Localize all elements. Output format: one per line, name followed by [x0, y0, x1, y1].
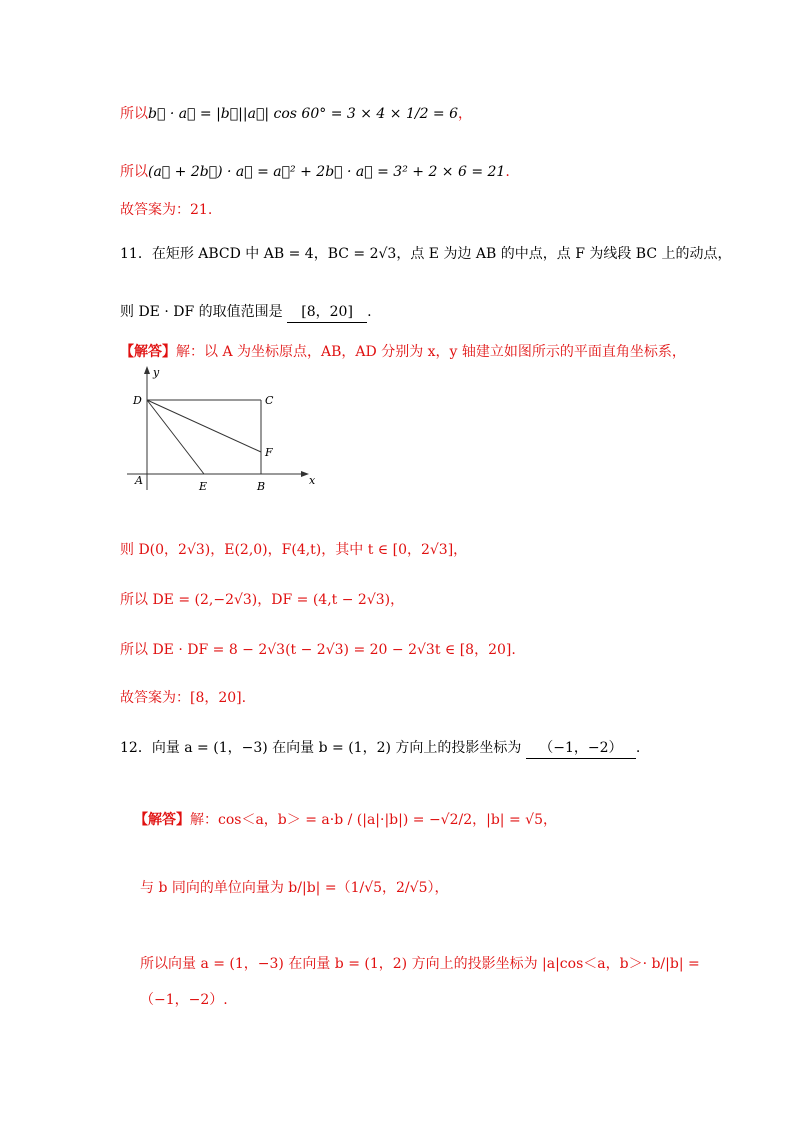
line-a2b-product — [120, 162, 510, 182]
q11-step2: 所以 DE = (2,−2√3)，DF = (4,t − 2√3)， — [120, 592, 405, 608]
q12-end: . — [635, 740, 641, 756]
q12-solution-line2: 与 b 同向的单位向量为 b/|b| =（1/√5，2/√5）， — [140, 880, 449, 896]
q12-solution-line3: 所以向量 a = (1，−3) 在向量 b = (1，2) 方向上的投影坐标为 |a|cos＜a，b＞· b/|b| = — [140, 956, 700, 972]
y-axis-arrow — [144, 366, 150, 374]
q11-question-end: . — [367, 304, 372, 320]
x-axis-arrow — [301, 471, 309, 477]
q11-step1: 则 D(0，2√3)，E(2,0)，F(4,t)，其中 t ∈ [0，2√3]， — [120, 542, 468, 558]
q12-solution-line1 — [134, 810, 557, 830]
q11-statement: 11．在矩形 ABCD 中 AB = 4，BC = 2√3，点 E 为边 AB 的中点，点 F 为线段 BC 上的动点， — [120, 246, 732, 262]
label-A: A — [135, 474, 143, 487]
label-y: y — [153, 366, 160, 379]
q12-answer-blank: （−1，−2） — [526, 738, 636, 759]
q12-question: 12．向量 a = (1，−3) 在向量 b = (1，2) 方向上的投影坐标为 — [120, 740, 522, 756]
label-D: D — [133, 394, 142, 407]
q11-solution-text: 解：以 A 为坐标原点，AB，AD 分别为 x，y 轴建立如图所示的平面直角坐标系， — [176, 344, 686, 360]
line2-prefix: 所以 — [120, 164, 148, 180]
line1-formula: b⃗ · a⃗ = |b⃗||a⃗| cos 60° = 3 × 4 × 1/2 = 6 — [148, 106, 459, 122]
label-E: E — [199, 480, 208, 493]
line1-prefix: 所以 — [120, 106, 148, 122]
q11-answer-blank: [8，20] — [287, 302, 367, 323]
q11-answer: 故答案为：[8，20]. — [120, 690, 247, 706]
coordinate-figure — [125, 366, 325, 506]
label-C: C — [265, 394, 274, 407]
line-ba-product — [120, 104, 472, 124]
q11-solution-intro — [120, 342, 686, 362]
line2-end: . — [505, 164, 510, 180]
q11-step3: 所以 DE · DF = 8 − 2√3(t − 2√3) = 20 − 2√3t ∈ [8，20]. — [120, 642, 516, 658]
label-x: x — [309, 474, 316, 487]
line1-end: ， — [458, 106, 473, 122]
segment-DE — [147, 400, 204, 474]
line2-formula: (a⃗ + 2b⃗) · a⃗ = a⃗² + 2b⃗ · a⃗ = 3² + 2 × 6 = 21 — [148, 164, 506, 180]
q12-solution-line4: （−1，−2）. — [140, 992, 228, 1008]
label-B: B — [257, 480, 266, 493]
q12-solution-tag: 【解答】 — [134, 812, 190, 828]
q11-solution-tag: 【解答】 — [120, 344, 176, 360]
label-F: F — [265, 446, 273, 459]
q12-sol1: 解：cos＜a，b＞ = a·b / (|a|·|b|) = −√2/2，|b| = √5， — [190, 812, 557, 828]
q11-question-prefix: 则 DE · DF 的取值范围是 — [120, 304, 283, 320]
q11-question-line — [120, 302, 372, 323]
segment-DF — [147, 400, 261, 452]
answer-q10: 故答案为：21. — [120, 202, 213, 218]
q12-statement — [120, 738, 640, 759]
